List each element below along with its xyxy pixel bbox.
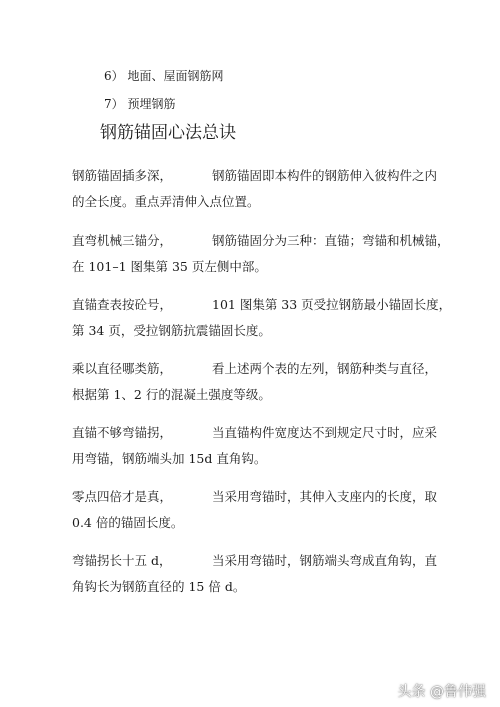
- verse-line: 钢筋锚固插多深，: [72, 168, 173, 183]
- verse-line: 直锚不够弯锚拐，: [72, 425, 173, 440]
- explanation-line-continued: 0.4 倍的锚固长度。: [72, 515, 184, 530]
- explanation-line-continued: 用弯锚，钢筋端头加 15d 直角钩。: [72, 451, 267, 466]
- explanation-line: 看上述两个表的左列，钢筋种类与直径，: [212, 361, 438, 376]
- list-item-text: 地面、屋面钢筋网: [127, 69, 224, 83]
- explanation-line: 当采用弯锚时，钢筋端头弯成直角钩，直: [212, 553, 438, 568]
- explanation-line: 当采用弯锚时，其伸入支座内的长度，取: [212, 489, 438, 504]
- verse-line: 弯锚拐长十五 d，: [72, 553, 172, 568]
- list-item-number: 7）: [104, 97, 124, 111]
- explanation-line: 当直锚构件宽度达不到规定尺寸时，应采: [212, 425, 438, 440]
- list-item-7: [104, 96, 175, 112]
- explanation-line: 钢筋锚固即本构件的钢筋伸入彼构件之内: [212, 168, 438, 183]
- explanation-line: 101 图集第 33 页受拉钢筋最小锚固长度，: [212, 297, 452, 312]
- verse-line: 直弯机械三锚分，: [72, 233, 173, 248]
- explanation-line-continued: 根据第 1、2 行的混凝土强度等级。: [72, 387, 271, 402]
- explanation-line-continued: 角钩长为钢筋直径的 15 倍 d。: [72, 579, 246, 594]
- list-item-text: 预埋钢筋: [127, 97, 176, 111]
- explanation-line-continued: 的全长度。重点弄清伸入点位置。: [72, 194, 260, 209]
- explanation-line: 钢筋锚固分为三种：直锚；弯锚和机械锚，: [212, 233, 450, 248]
- watermark: 头条 @鲁伟强: [397, 684, 486, 700]
- verse-line: 零点四倍才是真，: [72, 489, 173, 504]
- explanation-line-continued: 第 34 页，受拉钢筋抗震锚固长度。: [72, 323, 271, 338]
- list-item-number: 6）: [104, 69, 124, 83]
- explanation-line-continued: 在 101–1 图集第 35 页左侧中部。: [72, 259, 267, 274]
- verse-line: 乘以直径哪类筋，: [72, 361, 173, 376]
- section-heading: 钢筋锚固心法总诀: [100, 123, 236, 143]
- verse-line: 直锚查表按砼号，: [72, 297, 173, 312]
- list-item-6: [104, 68, 223, 84]
